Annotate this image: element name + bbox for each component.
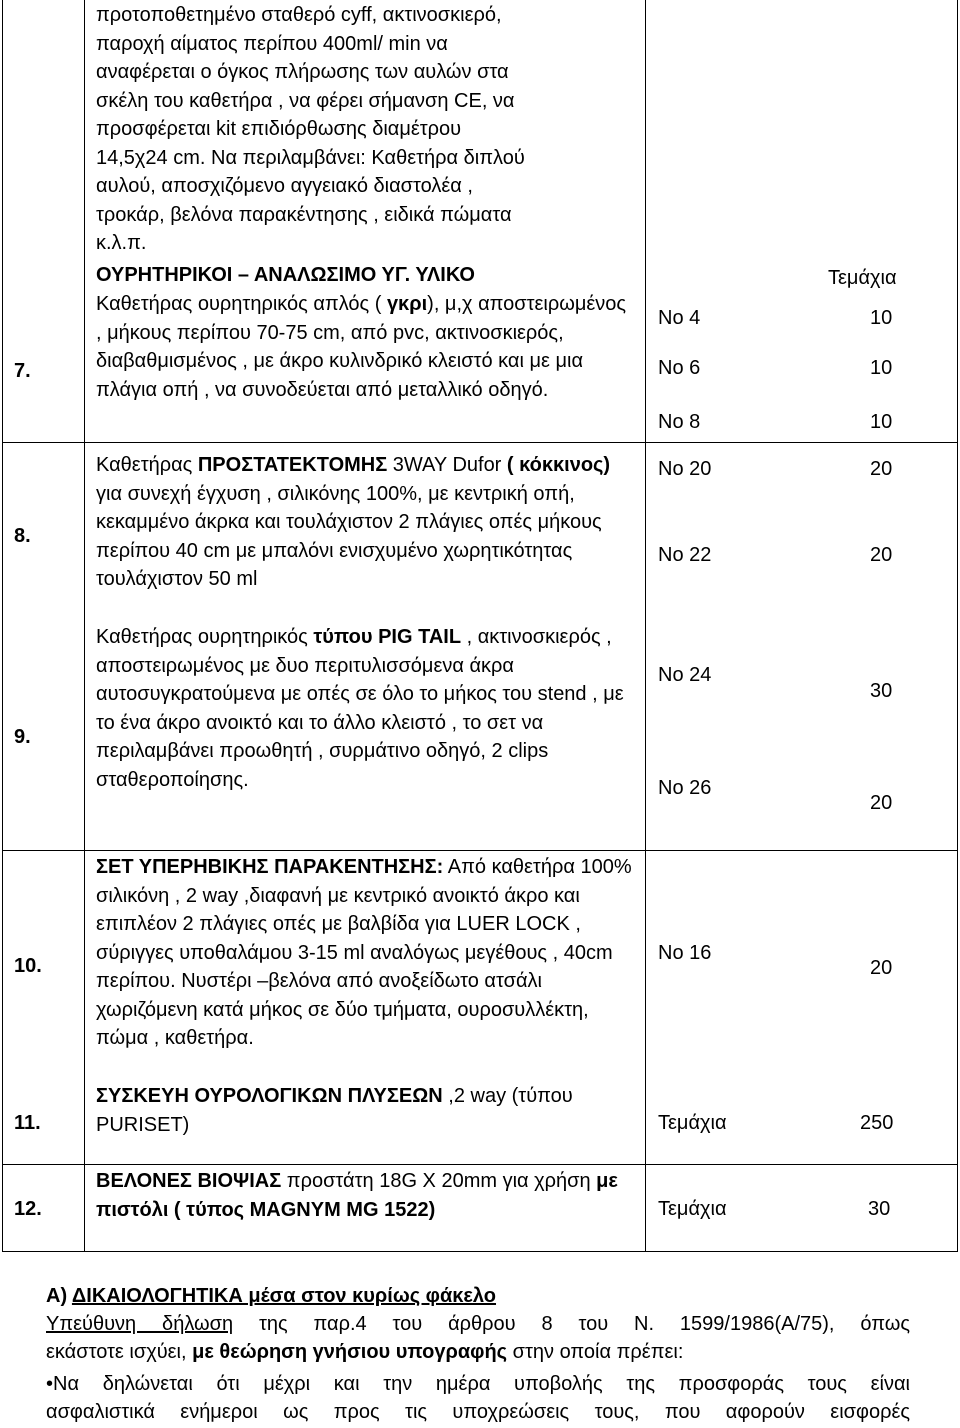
item-11-qty: 250 bbox=[860, 1112, 894, 1134]
desc-bold: ( κόκκινος) bbox=[506, 454, 611, 476]
item-10-description bbox=[96, 853, 632, 1053]
desc-bold: ΣΕΤ ΥΠΕΡΗΒΙΚΗΣ ΠΑΡΑΚΕΝΤΗΣΗΣ: bbox=[96, 856, 444, 878]
table-border-bottom bbox=[2, 1251, 958, 1252]
desc-text: ), μ,χ αποστειρωμένος , μήκους περίπου 70-75 cm, από pvc, ακτινοσκιερός, διαβαθμισμένος , με άκρο κυλινδρικό κλειστό και με μια πλάγια οπή , να συνοδεύεται από μεταλλικό οδηγό. bbox=[96, 293, 627, 401]
footer-heading-prefix: Α) bbox=[46, 1285, 72, 1307]
desc-line: σκέλη του καθετήρα , να φέρει σήμανση CE, να bbox=[96, 89, 515, 112]
item-10-qty: 20 bbox=[870, 957, 893, 979]
footer-text: Να δηλώνεται ότι μέχρι και την ημέρα υποβολής της προσφοράς τους είναι bbox=[53, 1373, 910, 1395]
item-7-unit-header: Τεμάχια bbox=[828, 267, 897, 289]
desc-line: κ.λ.π. bbox=[96, 232, 147, 254]
table-border-left bbox=[2, 0, 3, 1252]
desc-line: αυλού, αποσχιζόμενο αγγειακό διαστολέα , bbox=[96, 175, 473, 197]
footer-heading bbox=[46, 1282, 910, 1310]
item-12-unit: Τεμάχια bbox=[658, 1198, 727, 1220]
desc-text: Από καθετήρα 100% σιλικόνη , 2 way ,διαφανή με κεντρικό ανοικτό άκρο και επιπλέον 2 πλάγιες οπές με βαλβίδα για LUER LOCK , σύριγγες υποθαλάμου 3-15 ml αναλόγως μεγέθους , 40cm περίπου. Νυστέρι –βελόνα από ανοξείδωτο ατσάλι χωριζόμενη κατά μήκος σε δύο τμήματα, ουροσυλλέκτη, πώμα , καθετήρα. bbox=[96, 856, 632, 1049]
item-12-qty: 30 bbox=[868, 1198, 891, 1220]
desc-text: Καθετήρας bbox=[96, 454, 198, 476]
item-8-qty-2: 20 bbox=[870, 544, 893, 566]
desc-line: προτοποθετημένο σταθερό cyff, ακτινοσκιερό, bbox=[96, 4, 502, 26]
item-7-qty-1: 10 bbox=[870, 307, 893, 329]
item-8-description bbox=[96, 451, 632, 594]
desc-line: παροχή αίματος περίπου 400ml/ min να bbox=[96, 32, 448, 55]
item-9-size-2: Νο 26 bbox=[658, 777, 712, 799]
item-9-size-1: Νο 24 bbox=[658, 664, 712, 686]
desc-text: Καθετήρας ουρητηρικός bbox=[96, 626, 314, 648]
item-12-description bbox=[96, 1167, 632, 1224]
bullet-icon: • bbox=[46, 1373, 54, 1395]
footer-line-4 bbox=[46, 1370, 910, 1398]
desc-bold: με πιστόλι ( τύπος MAGNYM MG 1522) bbox=[96, 1170, 618, 1221]
item-7-size-2: Νο 6 bbox=[658, 357, 701, 379]
item-9-number: 9. bbox=[14, 726, 31, 748]
desc-bold: τύπου PIG TAIL bbox=[313, 626, 462, 648]
item-11-description bbox=[96, 1082, 632, 1139]
table-border-right bbox=[957, 0, 958, 1252]
desc-line: προσφέρεται kit επιδιόρθωσης διαμέτρου bbox=[96, 118, 462, 140]
desc-text: για συνεχή έγχυση , σιλικόνης 100%, με κεντρική οπή, κεκαμμένο άκρκα και τουλάχιστον 2 πλάγιες οπές μήκους περίπου 40 cm με μπαλόνι ενισχυμένο χωρητικότητας τουλάχιστον 50 ml bbox=[96, 482, 602, 590]
footer-line-2 bbox=[46, 1310, 910, 1338]
desc-text: ,2 way (τύπου PURISET) bbox=[96, 1085, 573, 1136]
item-7-size-3: Νο 8 bbox=[658, 411, 701, 433]
row-divider-9-10 bbox=[2, 850, 958, 851]
item-7-heading: ΟΥΡΗΤΗΡΙΚΟΙ – ΑΝΑΛΩΣΙΜΟ ΥΓ. ΥΛΙΚΟ bbox=[96, 264, 475, 286]
desc-text: , ακτινοσκιερός , αποστειρωμένος με δυο περιτυλισσόμενα άκρα αυτοσυγκρατούμενα με οπές σε όλο το μήκος του stend , με το ένα άκρο ανοικτό και το άλλο κλειστό , το σετ να περιλαμβάνει προωθητή , συρμάτινο οδηγό, 2 clips σταθεροποίησης. bbox=[96, 626, 624, 791]
item-10-number: 10. bbox=[14, 955, 42, 977]
item-7-description bbox=[96, 290, 632, 404]
footer-text: της παρ.4 του άρθρου 8 του Ν. 1599/1986(Α/75), όπως bbox=[233, 1313, 910, 1335]
desc-bold: ΒΕΛΟΝΕΣ ΒΙΟΨΙΑΣ bbox=[96, 1170, 282, 1192]
desc-line: 14,5χ24 cm. Να περιλαμβάνει: Καθετήρα διπλού bbox=[96, 146, 525, 169]
item-8-number: 8. bbox=[14, 525, 31, 547]
item-6-description bbox=[96, 1, 636, 258]
item-7-size-1: Νο 4 bbox=[658, 307, 701, 329]
footer-text: στην οποία πρέπει: bbox=[507, 1341, 684, 1363]
footer-bold-text: με θεώρηση γνήσιου υπογραφής bbox=[192, 1341, 508, 1363]
column-divider-desc bbox=[645, 0, 646, 1252]
column-divider-number bbox=[84, 0, 85, 1252]
desc-bold: γκρι bbox=[386, 293, 428, 315]
desc-text: προστάτη 18G X 20mm για χρήση bbox=[281, 1170, 597, 1192]
desc-line: αναφέρεται ο όγκος πλήρωσης των αυλών στα bbox=[96, 61, 509, 83]
footer-line-3 bbox=[46, 1338, 910, 1366]
item-12-number: 12. bbox=[14, 1198, 42, 1220]
desc-text: Καθετήρας ουρητηρικός απλός ( bbox=[96, 293, 387, 315]
item-7-number: 7. bbox=[14, 360, 31, 382]
item-11-number: 11. bbox=[14, 1112, 41, 1134]
desc-bold: ΠΡΟΣΤΑΤΕΚΤΟΜΗΣ bbox=[197, 454, 388, 476]
footer-heading-text: ΔΙΚΑΙΟΛΟΓΗΤΙΚΑ μέσα στον κυρίως φάκελο bbox=[71, 1285, 497, 1307]
footer-line-5 bbox=[46, 1398, 910, 1426]
desc-bold: ΣΥΣΚΕΥΗ ΟΥΡΟΛΟΓΙΚΩΝ ΠΛΥΣΕΩΝ bbox=[96, 1085, 443, 1107]
footer-text: ασφαλιστικά ενήμεροι ως προς τις υποχρεώσεις τους, που αφορούν εισφορές bbox=[46, 1401, 910, 1423]
item-7-qty-3: 10 bbox=[870, 411, 893, 433]
item-9-description bbox=[96, 623, 632, 794]
item-8-size-1: Νο 20 bbox=[658, 458, 712, 480]
desc-line: τροκάρ, βελόνα παρακέντησης , ειδικά πώματα bbox=[96, 203, 512, 226]
footer-declaration-link: Υπεύθυνη δήλωση bbox=[46, 1313, 234, 1335]
row-divider-7-8 bbox=[2, 442, 958, 443]
item-8-qty-1: 20 bbox=[870, 458, 893, 480]
item-9-qty-2: 20 bbox=[870, 792, 893, 814]
item-10-size: Νο 16 bbox=[658, 942, 712, 964]
row-divider-11-12 bbox=[2, 1164, 958, 1165]
item-9-qty-1: 30 bbox=[870, 680, 893, 702]
footer-text: εκάστοτε ισχύει, bbox=[46, 1341, 193, 1363]
desc-text: 3WAY Dufor bbox=[387, 454, 507, 476]
item-7-qty-2: 10 bbox=[870, 357, 893, 379]
item-11-unit: Τεμάχια bbox=[658, 1112, 727, 1134]
item-8-size-2: Νο 22 bbox=[658, 544, 712, 566]
